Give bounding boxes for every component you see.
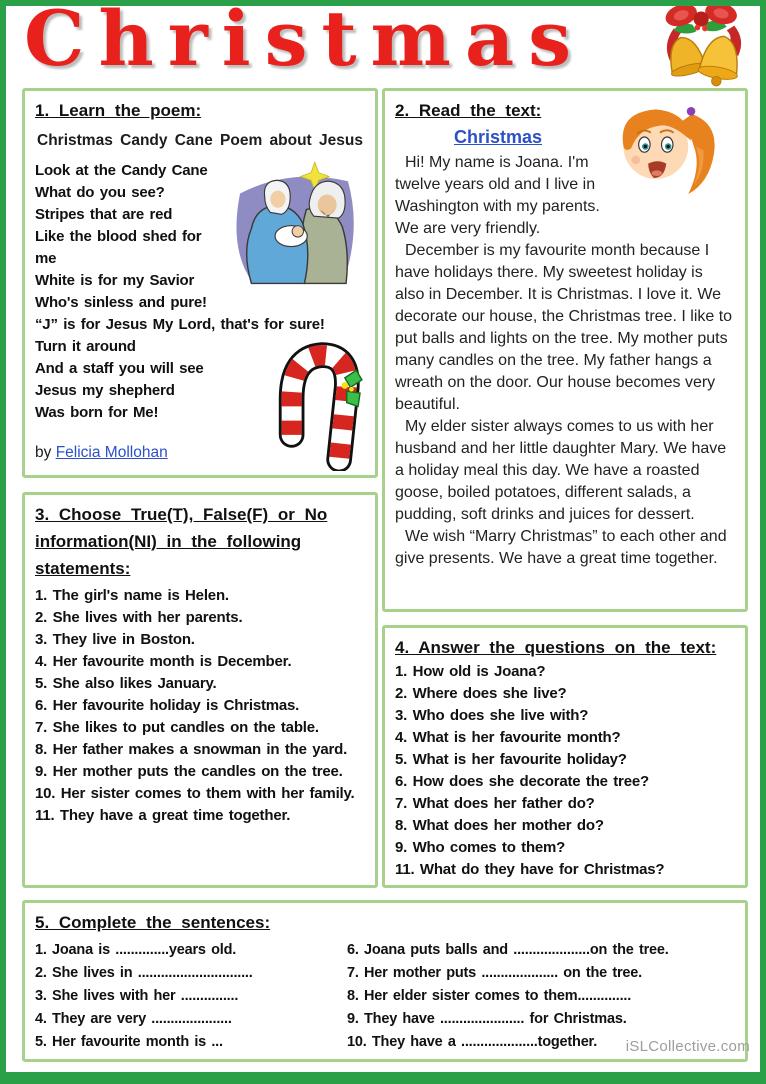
read-the-text-box bbox=[382, 88, 748, 612]
sentence-item: 4. They are very ..................... bbox=[35, 1011, 232, 1027]
islcollective-watermark: iSLCollective.com bbox=[625, 1038, 750, 1055]
text-paragraph: Hi! My name is Joana. I'm twelve years old and I live in Washington with my parents. We are very friendly. bbox=[395, 154, 600, 237]
box5-heading: 5. Complete the sentences: bbox=[35, 913, 271, 932]
sentence-item: 6. Joana puts balls and ....................on the tree. bbox=[347, 942, 669, 958]
statements-list bbox=[35, 585, 365, 827]
poem-line: Look at the Candy Cane bbox=[35, 162, 208, 179]
sentence-item: 1. Joana is ..............years old. bbox=[35, 942, 237, 958]
question-item: 3. Who does she live with? bbox=[395, 707, 589, 724]
poem-line: “J” is for Jesus My Lord, that's for sure! bbox=[35, 316, 325, 333]
nativity-image bbox=[223, 160, 365, 300]
statement-item: 6. Her favourite holiday is Christmas. bbox=[35, 697, 300, 714]
poem-title: Christmas Candy Cane Poem about Jesus bbox=[37, 132, 363, 149]
questions-box bbox=[382, 625, 748, 888]
question-item: 1. How old is Joana? bbox=[395, 663, 546, 680]
poem-line: White is for my Savior bbox=[35, 272, 195, 289]
box1-heading: 1. Learn the poem: bbox=[35, 101, 202, 120]
learn-the-poem-box bbox=[22, 88, 378, 478]
true-false-box bbox=[22, 492, 378, 888]
sentences-right-column bbox=[347, 939, 735, 1054]
poem-line: What do you see? bbox=[35, 184, 165, 201]
sentence-item: 2. She lives in .............................. bbox=[35, 965, 253, 981]
christmas-bells-icon bbox=[646, 2, 762, 92]
question-item: 4. What is her favourite month? bbox=[395, 729, 621, 746]
statement-item: 10. Her sister comes to them with her family. bbox=[35, 785, 355, 802]
statement-item: 3. They live in Boston. bbox=[35, 631, 195, 648]
question-item: 9. Who comes to them? bbox=[395, 839, 566, 856]
statement-item: 1. The girl's name is Helen. bbox=[35, 587, 229, 604]
poem-line: Turn it around bbox=[35, 338, 136, 355]
box3-heading: 3. Choose True(T), False(F) or No information(NI) in the following statements: bbox=[35, 505, 328, 578]
text-paragraph: We wish “Marry Christmas” to each other and give presents. We have a great time together. bbox=[395, 528, 727, 567]
statement-item: 5. She also likes January. bbox=[35, 675, 217, 692]
question-item: 6. How does she decorate the tree? bbox=[395, 773, 649, 790]
sentences-left-column bbox=[35, 939, 347, 1054]
poem-line: Like the blood shed for me bbox=[35, 228, 202, 267]
statement-item: 2. She lives with her parents. bbox=[35, 609, 243, 626]
sentence-item: 7. Her mother puts .................... on the tree. bbox=[347, 965, 642, 981]
sentence-item: 10. They have a ....................together. bbox=[347, 1034, 598, 1050]
girl-image bbox=[609, 97, 735, 197]
text-title: Christmas bbox=[453, 127, 543, 147]
author-link[interactable]: Felicia Mollohan bbox=[55, 444, 168, 461]
questions-list bbox=[395, 661, 735, 881]
sentence-item: 3. She lives with her ............... bbox=[35, 988, 239, 1004]
sentence-item: 5. Her favourite month is ... bbox=[35, 1034, 223, 1050]
question-item: 8. What does her mother do? bbox=[395, 817, 604, 834]
candy-cane-image bbox=[263, 338, 365, 470]
statement-item: 4. Her favourite month is December. bbox=[35, 653, 292, 670]
statement-item: 7. She likes to put candles on the table. bbox=[35, 719, 319, 736]
box4-heading: 4. Answer the questions on the text: bbox=[395, 638, 717, 657]
poem-line: Was born for Me! bbox=[35, 404, 159, 421]
question-item: 7. What does her father do? bbox=[395, 795, 595, 812]
poem-line: Stripes that are red bbox=[35, 206, 173, 223]
byline-prefix: by bbox=[35, 444, 56, 461]
sentence-item: 9. They have ...................... for Christmas. bbox=[347, 1011, 627, 1027]
sentence-item: 8. Her elder sister comes to them.............. bbox=[347, 988, 632, 1004]
statement-item: 11. They have a great time together. bbox=[35, 807, 291, 824]
text-paragraph: My elder sister always comes to us with her husband and her little daughter Mary. We have a holiday meal this day. We have a roasted goose, boiled potatoes, different salads, a pudding, soft drinks and juices for dessert. bbox=[395, 418, 727, 523]
poem-line: Jesus my shepherd bbox=[35, 382, 175, 399]
page-title: Christmas bbox=[24, 0, 585, 83]
question-item: 5. What is her favourite holiday? bbox=[395, 751, 627, 768]
question-item: 11. What do they have for Christmas? bbox=[395, 861, 665, 878]
poem-line: Who's sinless and pure! bbox=[35, 294, 207, 311]
poem-line: And a staff you will see bbox=[35, 360, 204, 377]
text-paragraph: December is my favourite month because I have holidays there. My sweetest holiday is also in December. It is Christmas. I love it. We decorate our house, the Christmas tree. I like to put balls and lights on the tree. My mother puts many candles on the tree. My father hangs a wreath on the door. Our house becomes very beautiful. bbox=[395, 242, 733, 413]
question-item: 2. Where does she live? bbox=[395, 685, 567, 702]
sentence-columns bbox=[35, 939, 735, 1054]
statement-item: 8. Her father makes a snowman in the yard. bbox=[35, 741, 348, 758]
statement-item: 9. Her mother puts the candles on the tree. bbox=[35, 763, 343, 780]
box2-heading: 2. Read the text: bbox=[395, 101, 542, 120]
